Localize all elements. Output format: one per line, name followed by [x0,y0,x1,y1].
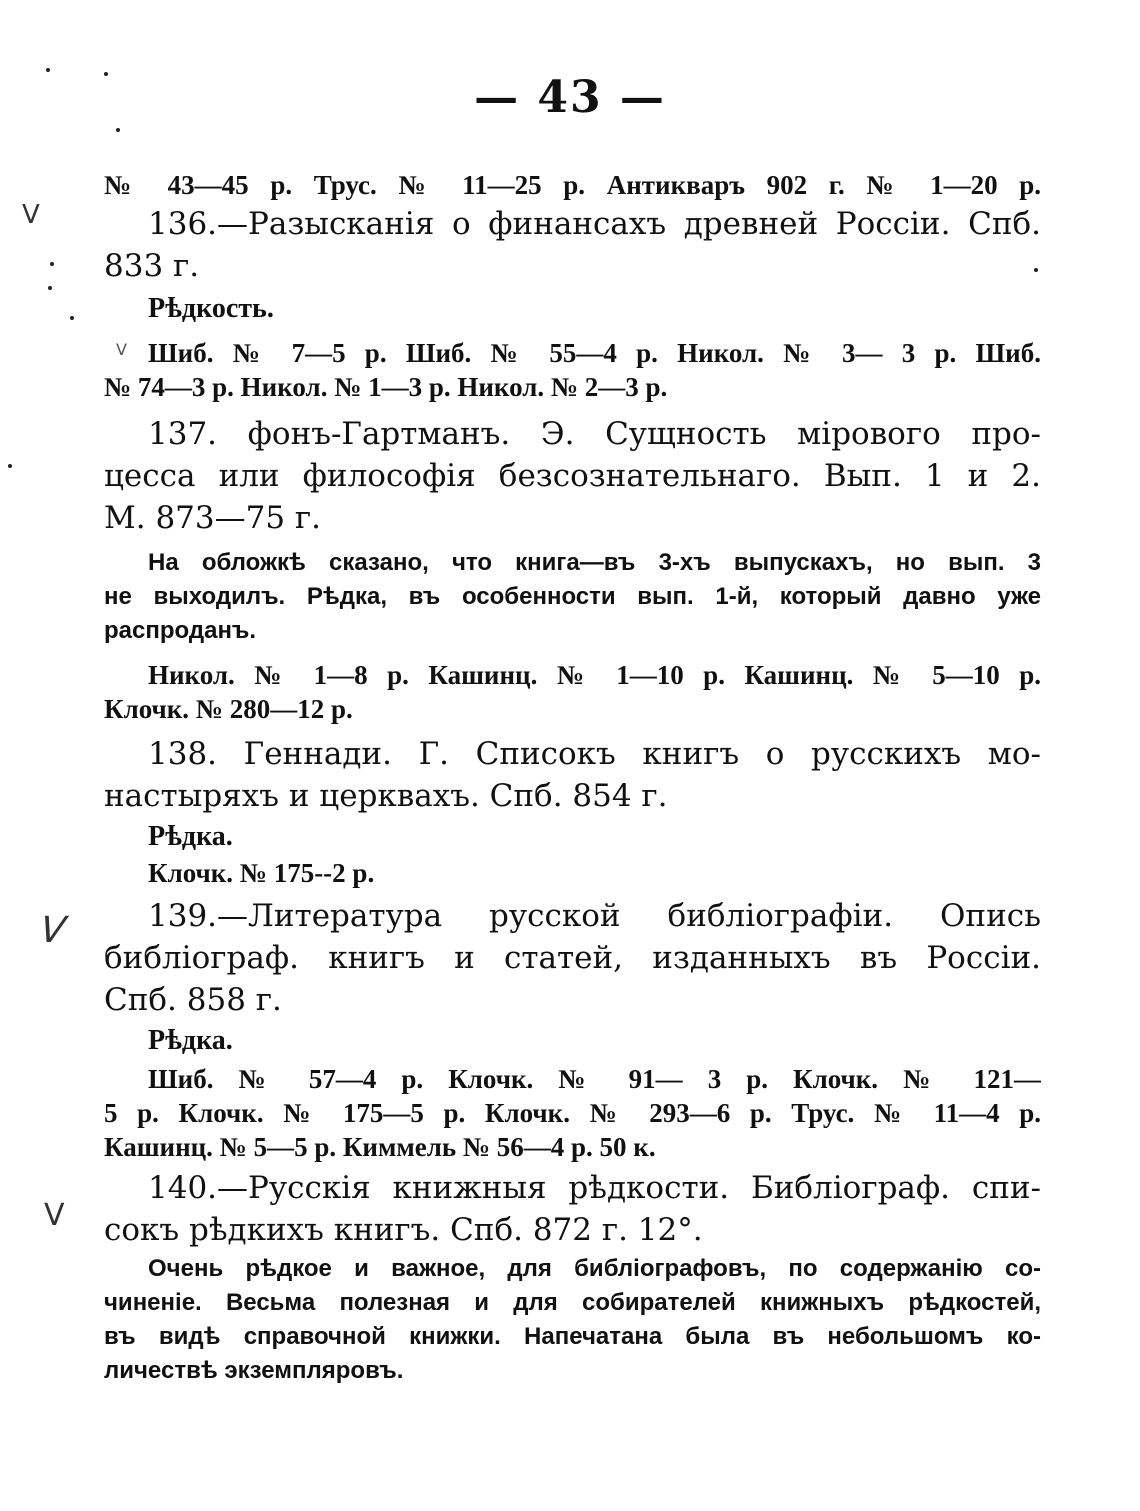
entry-137-title-end: М. 873—75 г. [104,500,322,536]
margin-check-mark: V [116,340,127,359]
entry-140-title-cont: сокъ рѣдкихъ книгъ. Спб. 872 г. 12°. [104,1212,703,1248]
entry-136-title-cont: 833 г. [104,248,200,284]
entry-140-note-cont: чиненіе. Весьма полезная и для собирателей книжныхъ рѣдкостей, [104,1289,1041,1316]
scan-speck [50,262,54,266]
entry-139-rarity: Рѣдка. [148,1025,233,1056]
entry-140-title: 140.—Русскія книжныя рѣдкости. Библіограф. спи- [148,1170,1041,1206]
entry-139-title-end: Спб. 858 г. [104,982,282,1018]
entry-136-prices-cont: № 74—3 р. Никол. № 1—3 р. Никол. № 2—3 р. [104,372,668,402]
entry-137-note-end: распроданъ. [104,617,257,644]
entry-137-prices-cont: Клочк. № 280—12 р. [104,694,353,724]
entry-140-note: Очень рѣдкое и важное, для библіографовъ, по содержанію со- [148,1255,1041,1282]
scan-speck [48,286,52,290]
entry-136-prices: Шиб. № 7—5 р. Шиб. № 55—4 р. Никол. № 3— 3 р. Шиб. [148,338,1041,368]
entry-137-title: 137. фонъ-Гартманъ. Э. Сущность мірового про- [148,416,1041,452]
margin-check-mark: V [33,910,72,951]
scan-speck [70,316,74,320]
entry-139-title: 139.—Литература русской библіографіи. Опись [148,898,1041,934]
entry-139-title-cont: библіограф. книгъ и статей, изданныхъ въ Россіи. [104,940,1041,976]
scan-speck [46,68,50,72]
entry-137-title-cont: цесса или философія безсознательнаго. Вып. 1 и 2. [104,458,1041,494]
margin-check-mark: V [44,1198,65,1233]
entry-136-rarity: Рѣдкость. [148,293,274,324]
entry-139-prices-end: Кашинц. № 5—5 р. Киммель № 56—4 р. 50 к. [104,1132,656,1162]
page-number: — 43 — [474,72,666,123]
entry-138-title-cont: настыряхъ и церквахъ. Спб. 854 г. [104,778,668,814]
entry-136-title: 136.—Разысканія о финансахъ древней Россіи. Спб. [148,206,1041,242]
text-line-prices-135: № 43—45 р. Трус. № 11—25 р. Антикваръ 902 г. № 1—20 р. [104,170,1041,200]
entry-138-prices: Клочк. № 175--2 р. [148,858,375,888]
entry-137-note: На обложкѣ сказано, что книга—въ 3-хъ выпускахъ, но вып. 3 [148,549,1041,576]
scan-speck [1034,268,1038,272]
margin-check-mark: V [22,200,40,230]
entry-137-note-cont: не выходилъ. Рѣдка, въ особенности вып. 1-й, который давно уже [104,583,1041,610]
scan-speck [104,72,108,76]
entry-139-prices: Шиб. № 57—4 р. Клочк. № 91— 3 р. Клочк. № 121— [148,1064,1041,1094]
entry-137-prices: Никол. № 1—8 р. Кашинц. № 1—10 р. Кашинц. № 5—10 р. [148,660,1041,690]
entry-138-rarity: Рѣдка. [148,821,233,852]
scan-speck [8,464,12,468]
entry-138-title: 138. Геннади. Г. Списокъ книгъ о русскихъ мо- [148,736,1041,772]
entry-140-note-cont-2: въ видѣ справочной книжки. Напечатана была въ небольшомъ ко- [104,1323,1041,1350]
scan-speck [116,128,120,132]
entry-139-prices-cont: 5 р. Клочк. № 175—5 р. Клочк. № 293—6 р. Трус. № 11—4 р. [104,1098,1041,1128]
entry-140-note-end: личествѣ экземпляровъ. [104,1357,404,1384]
